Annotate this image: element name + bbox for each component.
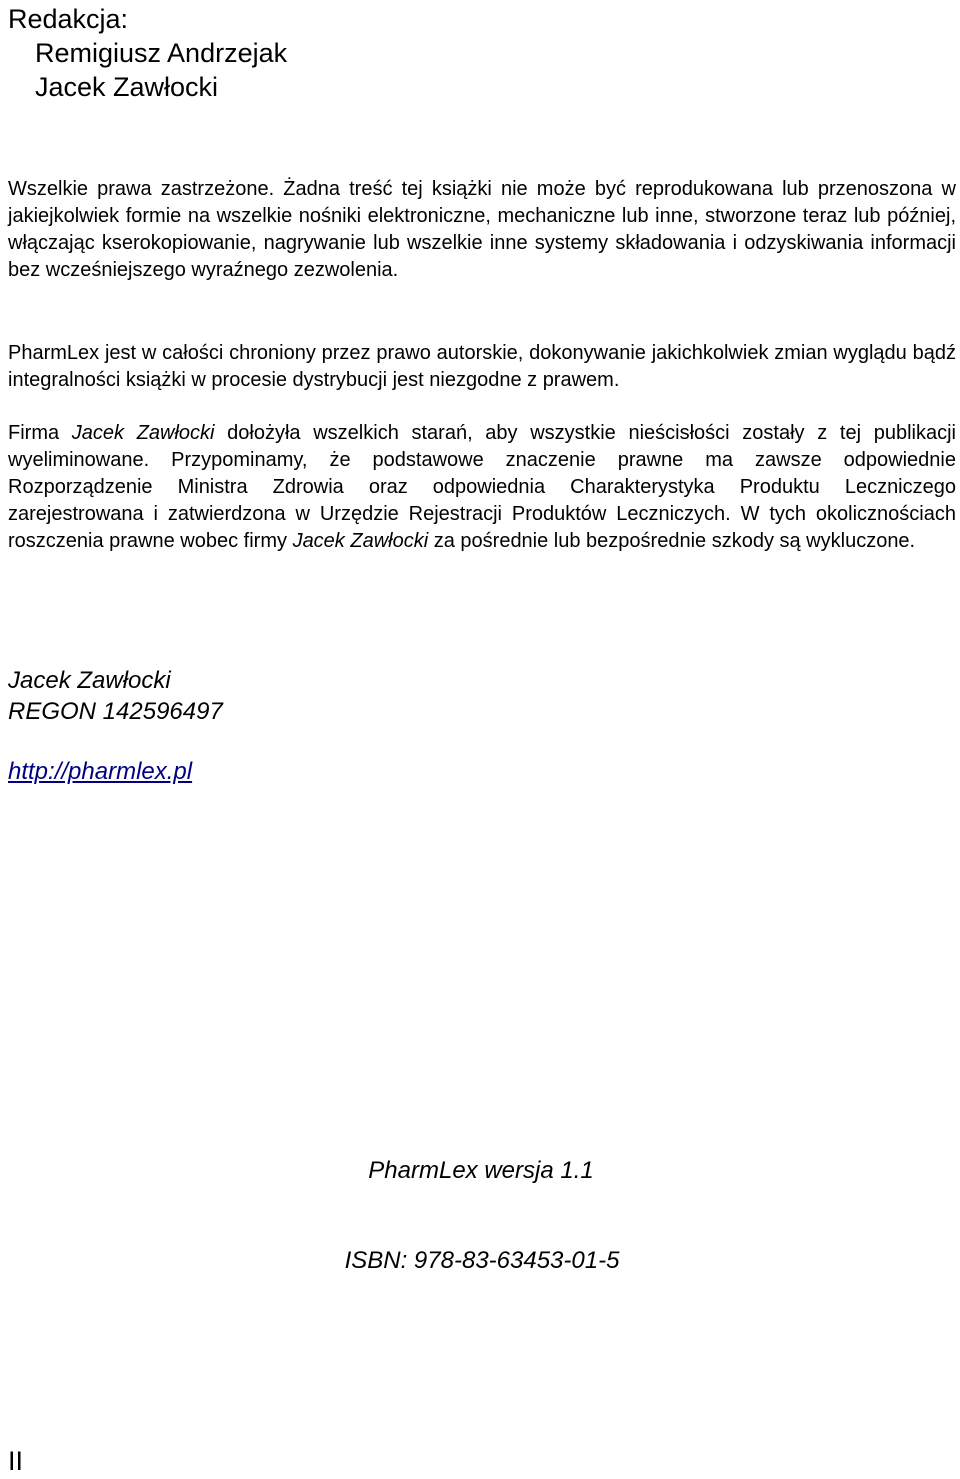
publisher-regon: REGON 142596497 <box>8 698 223 725</box>
page-number: II <box>8 1446 24 1476</box>
publisher-block <box>8 665 223 727</box>
company-name: Jacek Zawłocki <box>71 422 215 444</box>
disclaimer-paragraph <box>8 420 956 555</box>
disclaimer-text: za pośrednie lub bezpośrednie szkody są wykluczone. <box>428 530 916 552</box>
disclaimer-text: Firma <box>8 422 72 444</box>
editors-block <box>8 2 287 104</box>
protection-notice-paragraph: PharmLex jest w całości chroniony przez prawo autorskie, dokonywanie jakichkolwiek zmian wyglądu bądź integralności książki w procesie dystrybucji jest niezgodne z prawem. <box>8 342 956 391</box>
disclaimer-text: dołożyła wszelkich starań, aby wszystkie nieścisłości zostały z tej publikacji wyeliminowane. Przypominamy, że podstawowe znaczenie prawne ma zawsze odpowiednie Rozporządzenie Ministra Zdrowia oraz odpowiednia Charakterystyka Produktu Leczniczego zarejestrowana i zatwierdzona w Urzędzie Rejestracji Produktów Leczniczych. W tych okolicznościach roszczenia prawne wobec firmy <box>8 422 956 552</box>
copyright-notice-paragraph: Wszelkie prawa zastrzeżone. Żadna treść tej książki nie może być reprodukowana lub przenoszona w jakiejkolwiek formie na wszelkie nośniki elektroniczne, mechaniczne lub inne, stworzone teraz lub później, włączając kserokopiowanie, nagrywanie lub wszelkie inne systemy składowania i odzyskiwania informacji bez wcześniejszego wyraźnego zezwolenia. <box>8 178 956 281</box>
editors-label: Redakcja: <box>8 4 129 34</box>
company-name: Jacek Zawłocki <box>292 530 429 552</box>
publisher-name: Jacek Zawłocki <box>8 667 171 694</box>
isbn-number: ISBN: 978-83-63453-01-5 <box>344 1247 620 1274</box>
website-link[interactable]: http://pharmlex.pl <box>8 758 193 785</box>
editor-name: Remigiusz Andrzejak <box>35 38 288 68</box>
editor-name: Jacek Zawłocki <box>35 72 219 102</box>
edition-version: PharmLex wersja 1.1 <box>368 1157 594 1184</box>
